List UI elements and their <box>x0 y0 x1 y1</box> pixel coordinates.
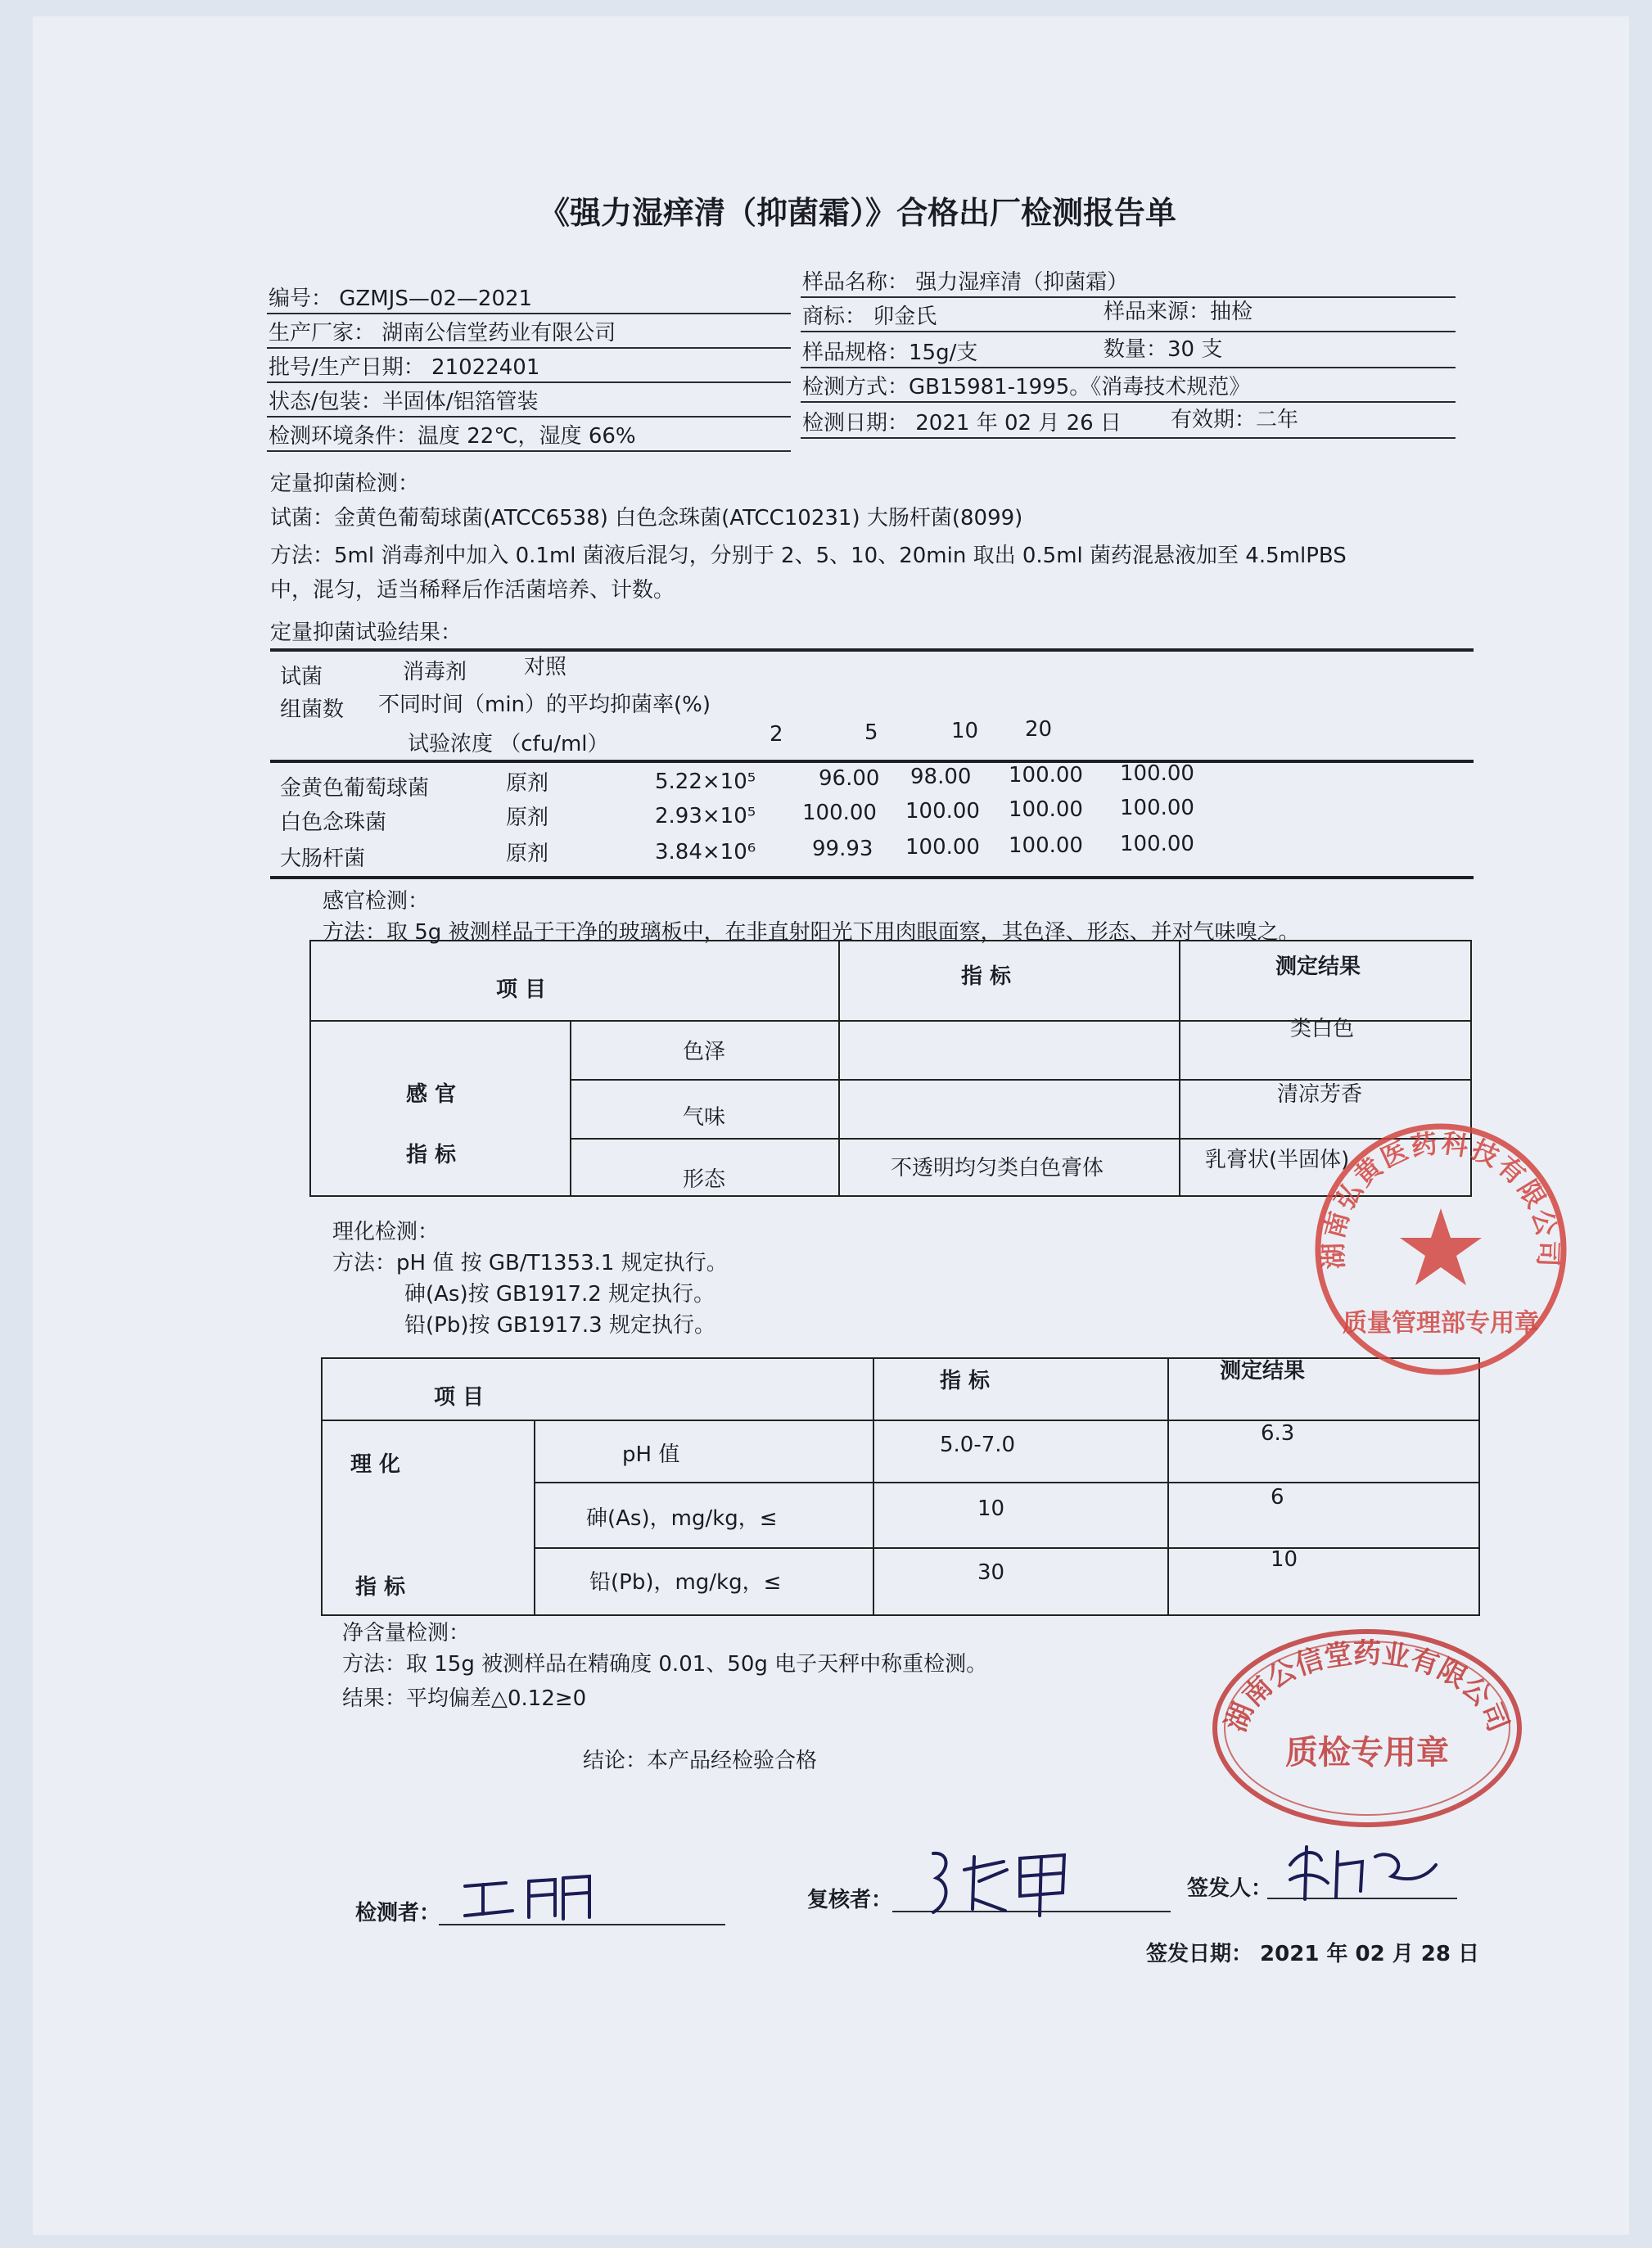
net-heading: 净含量检测： <box>342 1621 471 1645</box>
phys-row-index: 30 <box>977 1560 1005 1585</box>
report-number: 编号： GZMJS—02—2021 <box>269 287 533 311</box>
sensory-row-index: 不透明均匀类白色膏体 <box>891 1156 1104 1180</box>
col-rate: 不同时间（min）的平均抑菌率(%) <box>378 693 711 717</box>
sample-spec: 样品规格：15g/支 <box>802 341 978 365</box>
net-result: 结果：平均偏差△0.12≥0 <box>342 1686 587 1711</box>
sensory-row-label: 形态 <box>683 1167 726 1192</box>
tester-signature <box>458 1868 598 1925</box>
brand: 商标： 卯金氏 <box>802 305 937 329</box>
tester-label: 检测者： <box>355 1901 441 1925</box>
quant-method-2: 中，混匀，适当稀释后作活菌培养、计数。 <box>270 578 675 603</box>
issuer-label: 签发人： <box>1187 1876 1273 1901</box>
sensory-heading: 感官检测： <box>323 889 430 914</box>
phys-method-1: 方法：pH 值 按 GB/T1353.1 规定执行。 <box>332 1251 728 1275</box>
quality-inspection-seal <box>1203 1618 1531 1839</box>
sensory-col-index: 指 标 <box>961 964 1012 989</box>
sensory-row-label: 气味 <box>683 1105 726 1130</box>
report-paper: 《强力湿痒清（抑菌霜）》合格出厂检测报告单 编号： GZMJS—02—2021 生产厂家： 湖南公信堂药业有限公司 批号/生产日期： 21022401 状态/包装：半固体/铝箔管装 检测环境条件：温度 22℃，湿度 66% 样品名称： 强力湿痒清（抑菌霜） 商标： 卯金氏 样品来源：抽检 样品规格：15g/支 数量：30 支 检测方式：GB15981-1995。《消毒技术规范》 检测日期： 2021 年 02 月 26 日 有效期：二年 定量抑菌检测： 试菌：金黄色葡萄球菌(ATCC6538) 白色念珠菌(ATCC10231) 大肠杆菌(8099) 方法：5ml 消毒剂中加入 0.1ml 菌液后混匀，分别于 2、5、10、20min 取出 0.5ml 菌药混悬液加至 4.5mlPBS 中，混匀，适当稀释后作活菌培养、计数。 定量抑菌试验结果： 试菌 消毒剂 对照 组菌数 不同时间（min）的平均抑菌率(%) 试验浓度 （cfu/ml） 2 5 10 20 金黄色葡萄球菌 原剂 5.22×10⁵ 96.00 98.00 100.00 100.00 白色念珠菌 原剂 2.93×10⁵ 100.00 100.00 100.00 100.00 大肠杆菌 原剂 3.84×10⁶ 99.93 100.00 100.00 100.00 感官检测： 方法：取 5g 被测样品于干净的玻璃板中，在非直射阳光下用肉眼面察，其色泽、形态、并对气味嗅之。 项 目 指 标 测定结果 感 官 指 标 色泽 类白色 气味 清凉芳香 形态 不透明均匀类白色膏体 乳膏状(半固体) 理化检测： 方法：pH 值 按 GB/T1353.1 规定执行。 砷(As)按 GB1917.2 规定执行。 铅(Pb)按 GB1917.3 规定执行。 项 目 指 标 测定结果 理 化 指 标 pH 值 5.0-7.0 6.3 砷(As)，mg/kg，≤ 10 6 铅(Pb)，mg/kg，≤ 30 10 净含量检测： 方法：取 15g 被测样品在精确度 0.01、50g 电子天秤中称重检测。 结果：平均偏差△0.12≥0 结论：本产品经检验合格 检测者： 复核者： 签发人： 签发日期： 2021 年 02 月 28 日 湖南弘黄医药科技有限公司 质量管理部专用章 湖南公信堂药业有限公司 质检专用章 <box>33 16 1629 2235</box>
seal-1-label: 质量管理部专用章 <box>1343 1309 1539 1338</box>
sensory-row-result: 清凉芳香 <box>1277 1082 1363 1107</box>
col-control: 对照 <box>524 655 567 679</box>
test-environment: 检测环境条件：温度 22℃，湿度 66% <box>269 424 636 449</box>
sensory-row-result: 乳膏状(半固体) <box>1205 1148 1350 1172</box>
col-group: 组菌数 <box>280 697 345 722</box>
phys-row-label: pH 值 <box>622 1442 680 1467</box>
reviewer-signature <box>925 1845 1072 1919</box>
phys-row-label: 砷(As)，mg/kg，≤ <box>586 1506 778 1531</box>
time-2: 2 <box>770 722 783 747</box>
quality-management-seal <box>1302 1110 1580 1388</box>
phys-col-index: 指 标 <box>940 1369 991 1393</box>
sensory-row-result: 类白色 <box>1290 1017 1355 1041</box>
reviewer-label: 复核者： <box>807 1888 893 1912</box>
svg-text:湖南公信堂药业有限公司 <box>1220 1637 1515 1736</box>
phys-row-label: 铅(Pb)，mg/kg，≤ <box>589 1570 782 1595</box>
phys-method-3: 铅(Pb)按 GB1917.3 规定执行。 <box>404 1313 715 1338</box>
col-disinfectant: 消毒剂 <box>403 660 467 684</box>
phys-method-2: 砷(As)按 GB1917.2 规定执行。 <box>404 1282 715 1307</box>
sample-source: 样品来源：抽检 <box>1104 300 1253 324</box>
sensory-group-2: 指 标 <box>406 1143 457 1167</box>
quant-result-heading: 定量抑菌试验结果： <box>270 621 463 645</box>
phys-col-item: 项 目 <box>434 1385 485 1410</box>
phys-row-result: 6.3 <box>1261 1421 1295 1446</box>
phys-row-result: 10 <box>1271 1547 1298 1572</box>
test-method: 检测方式：GB15981-1995。《消毒技术规范》 <box>802 375 1251 399</box>
sensory-col-result: 测定结果 <box>1275 955 1361 979</box>
time-20: 20 <box>1025 717 1053 742</box>
sample-name: 样品名称： 强力湿痒清（抑菌霜） <box>802 270 1129 295</box>
sensory-row-label: 色泽 <box>683 1040 726 1064</box>
net-method: 方法：取 15g 被测样品在精确度 0.01、50g 电子天秤中称重检测。 <box>342 1652 988 1677</box>
quant-strains: 试菌：金黄色葡萄球菌(ATCC6538) 白色念珠菌(ATCC10231) 大肠杆菌(8099) <box>270 506 1023 530</box>
seal-2-company: 湖南公信堂药业有限公司 <box>1219 1637 1515 1737</box>
phys-table <box>321 1357 1480 1616</box>
col-strain: 试菌 <box>280 665 323 689</box>
issuer-signature <box>1285 1840 1441 1906</box>
phys-row-index: 10 <box>977 1496 1005 1521</box>
seal-1-company: 湖南弘黄医药科技有限公司 <box>1317 1127 1564 1270</box>
package-state: 状态/包装：半固体/铝箔管装 <box>269 390 539 414</box>
quant-heading: 定量抑菌检测： <box>270 472 420 496</box>
phys-group-2: 指 标 <box>355 1575 406 1600</box>
quant-method-1: 方法：5ml 消毒剂中加入 0.1ml 菌液后混匀，分别于 2、5、10、20min 取出 0.5ml 菌药混悬液加至 4.5mlPBS <box>270 544 1347 568</box>
sensory-method: 方法：取 5g 被测样品于干净的玻璃板中，在非直射阳光下用肉眼面察，其色泽、形态、并对气味嗅之。 <box>323 920 1300 945</box>
report-title: 《强力湿痒清（抑菌霜）》合格出厂检测报告单 <box>539 195 1177 231</box>
phys-col-result: 测定结果 <box>1220 1359 1306 1384</box>
manufacturer: 生产厂家： 湖南公信堂药业有限公司 <box>269 321 616 345</box>
batch-date: 批号/生产日期： 21022401 <box>269 355 540 380</box>
quantity: 数量：30 支 <box>1104 337 1223 362</box>
col-concentration: 试验浓度 （cfu/ml） <box>408 732 609 756</box>
time-10: 10 <box>951 719 979 743</box>
conclusion: 结论：本产品经检验合格 <box>583 1749 818 1773</box>
sensory-col-item: 项 目 <box>496 977 547 1002</box>
test-date: 检测日期： 2021 年 02 月 26 日 <box>802 411 1122 436</box>
seal-2-label: 质检专用章 <box>1285 1734 1449 1772</box>
phys-row-result: 6 <box>1271 1485 1284 1510</box>
phys-row-index: 5.0-7.0 <box>940 1433 1016 1457</box>
phys-heading: 理化检测： <box>332 1220 440 1244</box>
time-5: 5 <box>864 720 878 745</box>
validity: 有效期：二年 <box>1171 408 1299 432</box>
issue-date: 签发日期： 2021 年 02 月 28 日 <box>1146 1942 1480 1966</box>
sensory-group-1: 感 官 <box>406 1082 457 1107</box>
phys-group-1: 理 化 <box>350 1452 401 1477</box>
